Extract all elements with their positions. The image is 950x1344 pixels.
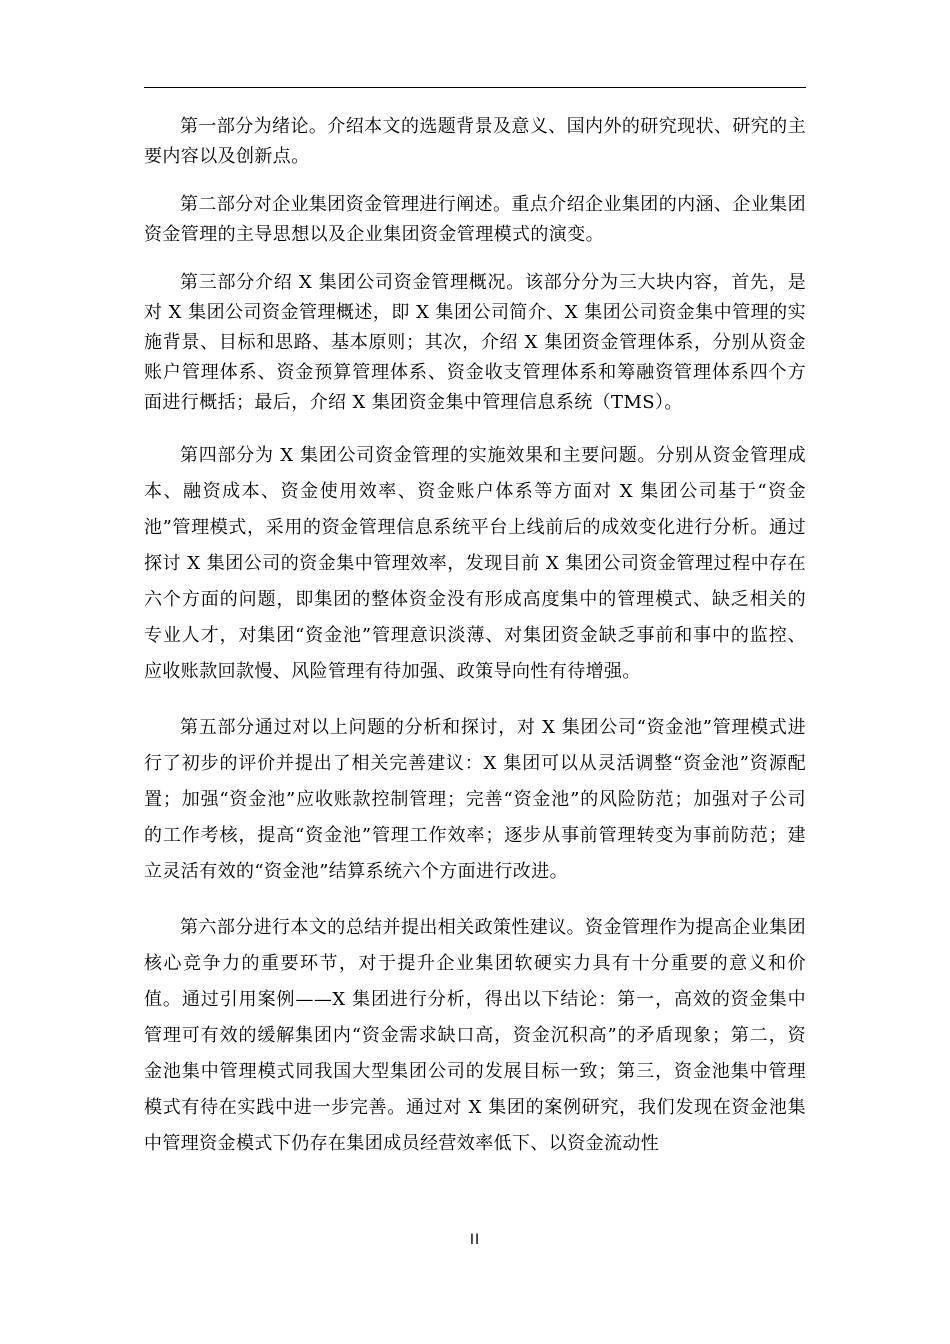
paragraph-part-three: 第三部分介绍 X 集团公司资金管理概况。该部分分为三大块内容，首先，是对 X 集团公司资金管理概述，即 X 集团公司简介、X 集团公司资金集中管理的实施背景、目标和思路、基本原则；其次，介绍 X 集团资金管理体系，分别从资金账户管理体系、资金预算管理体系、资金收支管理体系和筹融资管理体系四个方面进行概括；最后，介绍 X 集团资金集中管理信息系统（TMS）。: [144, 272, 806, 413]
paragraph-part-six: 第六部分进行本文的总结并提出相关政策性建议。资金管理作为提高企业集团核心竞争力的重要环节，对于提升企业集团软硬实力具有十分重要的意义和价值。通过引用案例——X 集团进行分析，得出以下结论：第一，高效的资金集中管理可有效的缓解集团内“资金需求缺口高，资金沉积高”的矛盾现象；第二，资金池集中管理模式同我国大型集团公司的发展目标一致；第三，资金池集中管理模式有待在实践中进一步完善。通过对 X 集团的案例研究，我们发现在资金池集中管理资金模式下仍存在集团成员经营效率低下、以资金流动性: [144, 917, 806, 1154]
paragraph-part-four: 第四部分为 X 集团公司资金管理的实施效果和主要问题。分别从资金管理成本、融资成本、资金使用效率、资金账户体系等方面对 X 集团公司基于“资金池”管理模式，采用的资金管理信息系统平台上线前后的成效变化进行分析。通过探讨 X 集团公司的资金集中管理效率，发现目前 X 集团公司资金管理过程中存在六个方面的问题，即集团的整体资金没有形成高度集中的管理模式、缺乏相关的专业人才，对集团“资金池”管理意识淡薄、对集团资金缺乏事前和事中的监控、应收账款回款慢、风险管理有待加强、政策导向性有待增强。: [144, 445, 806, 682]
page-number: II: [469, 1232, 481, 1248]
header-rule: [144, 87, 806, 88]
paragraph-part-five: 第五部分通过对以上问题的分析和探讨，对 X 集团公司“资金池”管理模式进行了初步的评价并提出了相关完善建议：X 集团可以从灵活调整“资金池”资源配置；加强“资金池”应收账款控制管理；完善“资金池”的风险防范；加强对子公司的工作考核，提高“资金池”管理工作效率；逐步从事前管理转变为事前防范；建立灵活有效的“资金池”结算系统六个方面进行改进。: [144, 717, 806, 882]
paragraph-part-two: 第二部分对企业集团资金管理进行阐述。重点介绍企业集团的内涵、企业集团资金管理的主导思想以及企业集团资金管理模式的演变。: [144, 194, 806, 245]
paragraph-part-one: 第一部分为绪论。介绍本文的选题背景及意义、国内外的研究现状、研究的主要内容以及创新点。: [144, 116, 806, 167]
document-body: [144, 112, 806, 1162]
